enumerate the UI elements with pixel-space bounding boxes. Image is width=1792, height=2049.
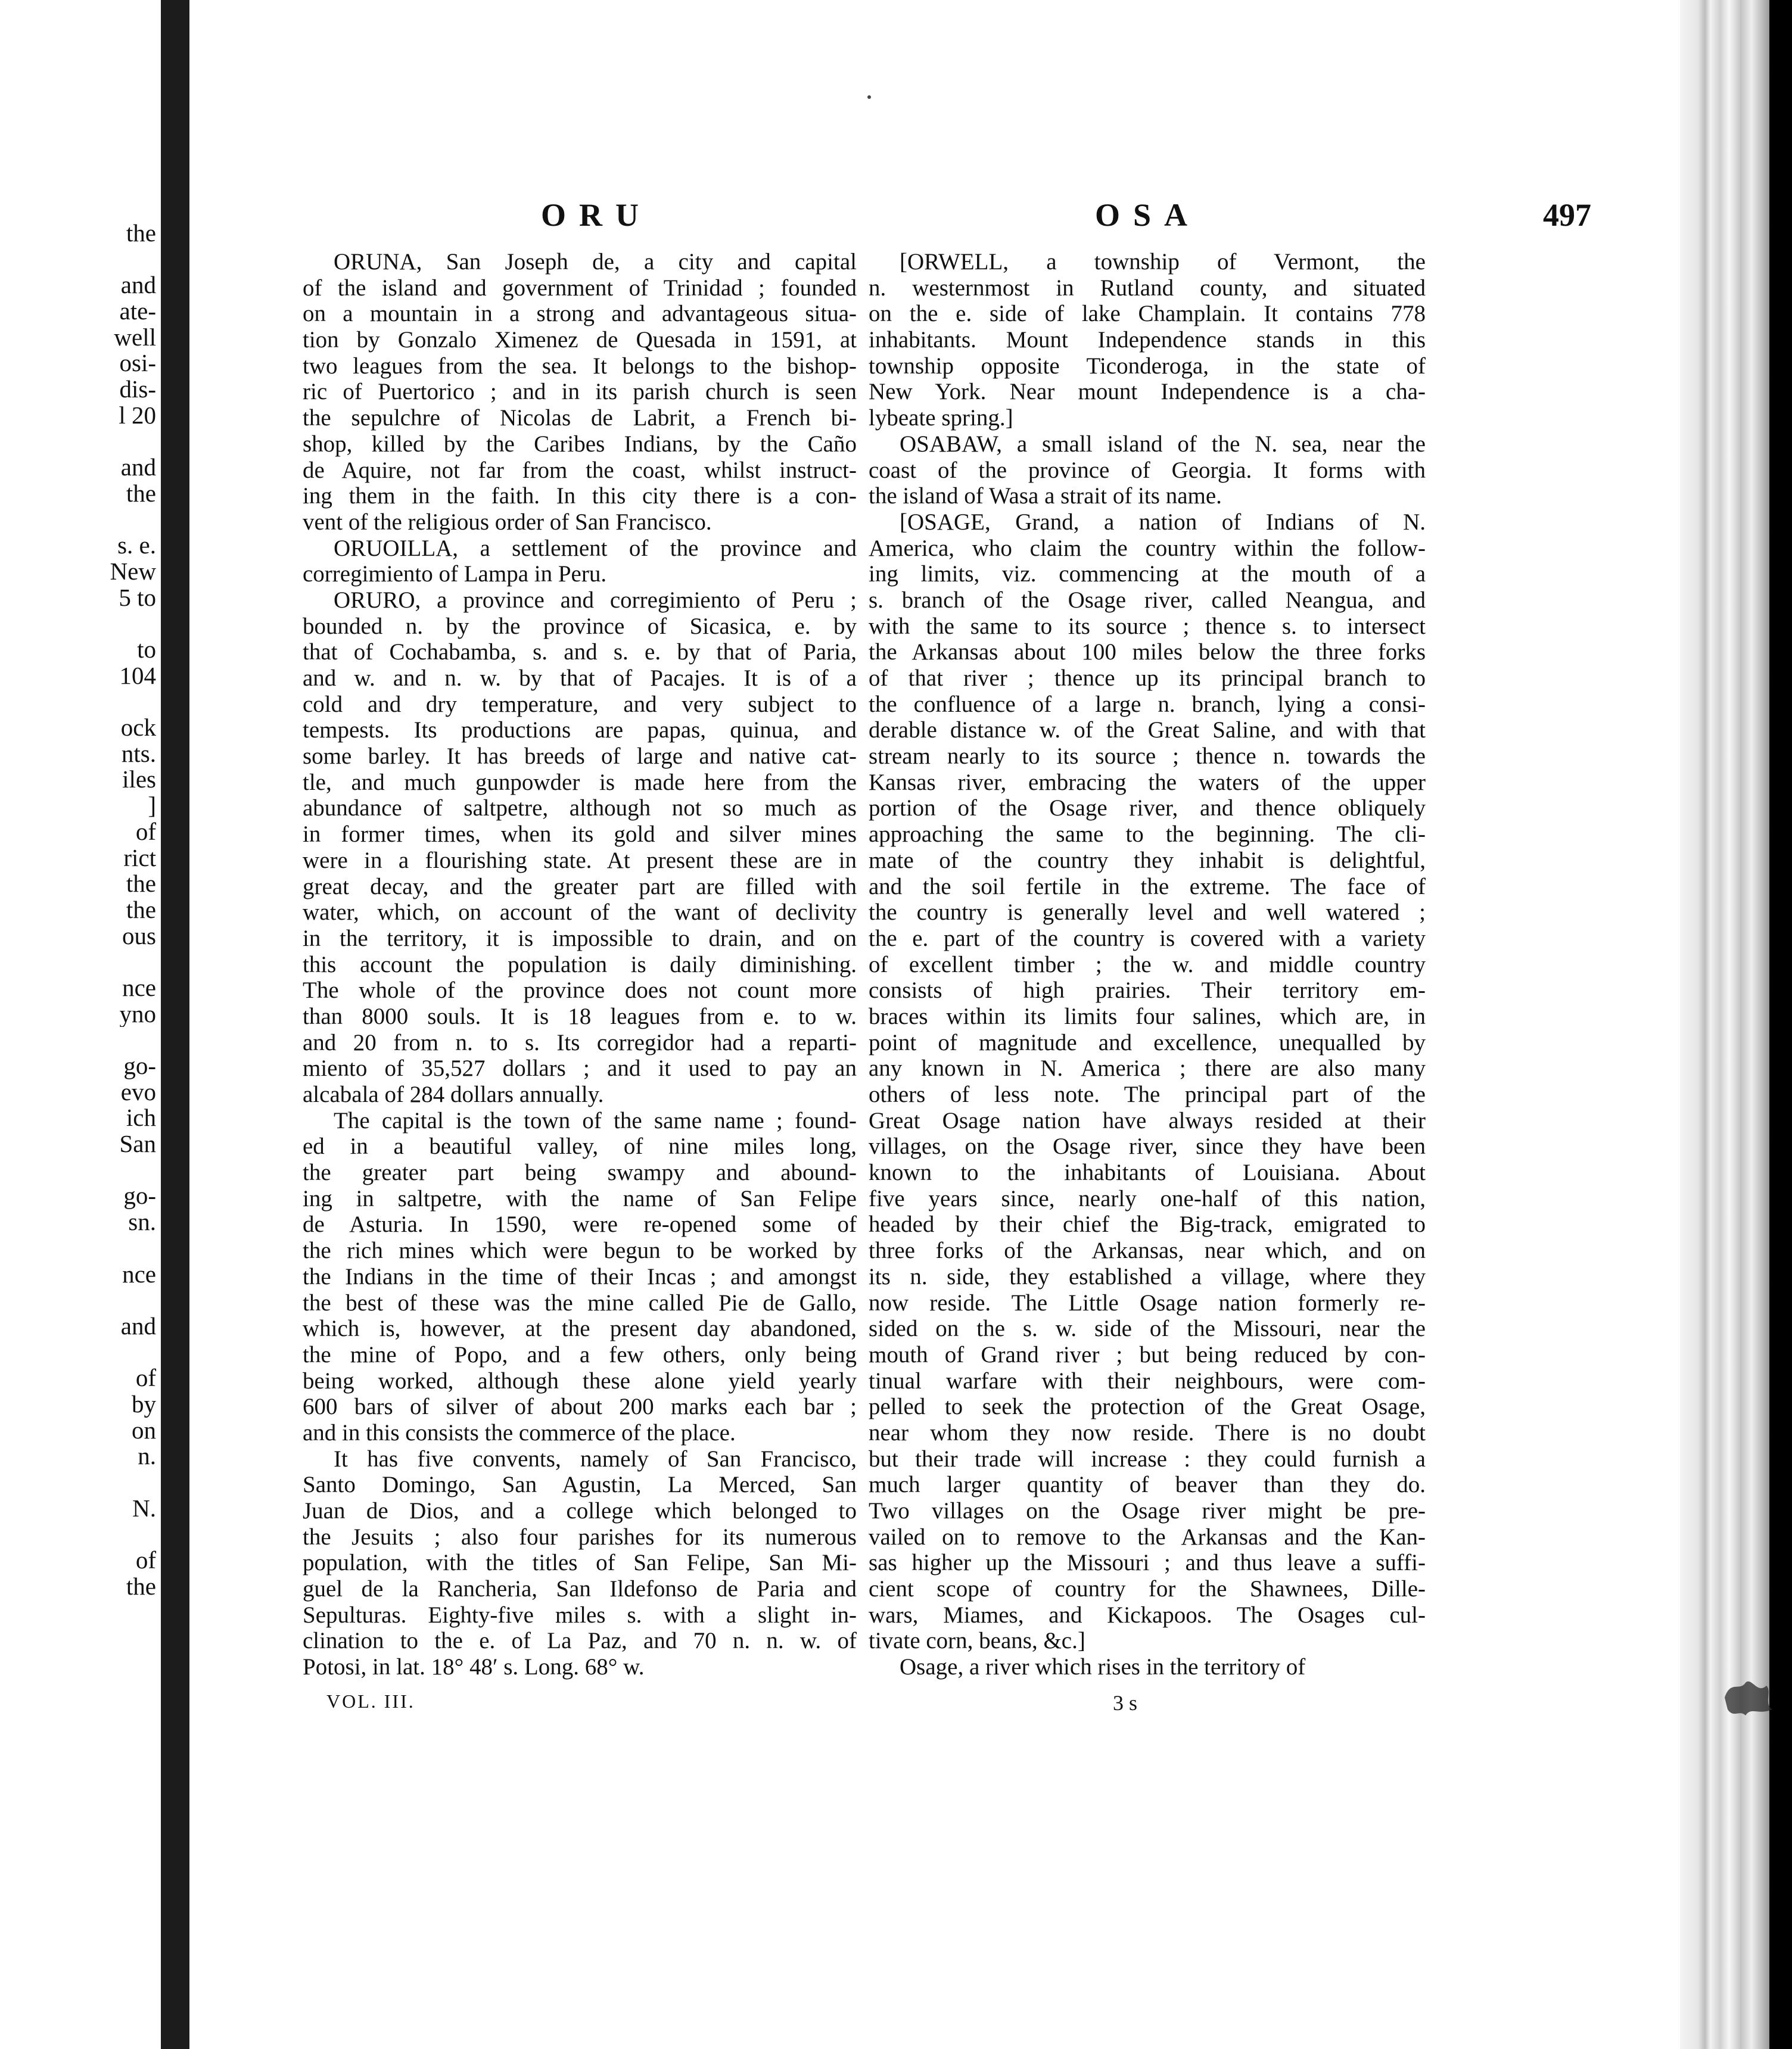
gutter-fragment <box>0 1027 161 1053</box>
text-line: now reside. The Little Osage nation formerly re- <box>869 1290 1426 1316</box>
text-line: much larger quantity of beaver than they do. <box>869 1472 1426 1498</box>
text-line: Juan de Dios, and a college which belonged to <box>303 1498 857 1524</box>
paragraph <box>869 1654 1426 1680</box>
gutter-fragment: the <box>126 871 156 897</box>
gutter-fragment: 5 to <box>119 584 156 611</box>
text-line: It has five convents, namely of San Francisco, <box>334 1446 857 1472</box>
text-line: that of Cochabamba, s. and s. e. by that of Paria, <box>303 639 857 665</box>
page-number: 497 <box>1543 197 1591 233</box>
text-line: Great Osage nation have always resided at their <box>869 1107 1426 1134</box>
gutter-fragment: ock <box>120 715 156 741</box>
text-line: but their trade will increase : they could furnish a <box>869 1446 1426 1472</box>
text-line: the sepulchre of Nicolas de Labrit, a French bi- <box>303 405 857 431</box>
paragraph <box>303 535 857 587</box>
text-line: s. branch of the Osage river, called Neangua, and <box>869 587 1426 613</box>
gutter-fragment: l 20 <box>119 402 156 429</box>
gutter-fragment: the <box>126 896 156 923</box>
text-line: three forks of the Arkansas, near which, and on <box>869 1238 1426 1264</box>
text-line: de Aquire, not far from the coast, whilst instruct- <box>303 457 857 483</box>
gutter-fragment: evo <box>120 1079 156 1106</box>
gutter-fragment: rict <box>123 845 156 871</box>
gutter-fragment: nce <box>122 1261 156 1288</box>
gutter-fragment: sn. <box>128 1209 156 1235</box>
text-line: de Asturia. In 1590, were re-opened some of <box>303 1212 857 1238</box>
text-line: 600 bars of silver of about 200 marks each bar ; <box>303 1394 857 1420</box>
gutter-fragment <box>0 1521 161 1547</box>
text-line: in the territory, it is impossible to drain, and on <box>303 925 857 951</box>
text-line: which is, however, at the present day abandoned, <box>303 1316 857 1342</box>
text-line: known to the inhabitants of Louisiana. About <box>869 1160 1426 1186</box>
text-line: approaching the same to the beginning. The cli- <box>869 821 1426 848</box>
volume-label: VOL. III. <box>326 1690 415 1712</box>
gutter-fragment: on <box>132 1417 156 1444</box>
text-line: New York. Near mount Independence is a cha- <box>869 379 1426 405</box>
gutter-fragment: go- <box>123 1183 156 1210</box>
text-line: point of magnitude and excellence, unequalled by <box>869 1029 1426 1055</box>
text-line: Kansas river, embracing the waters of the upper <box>869 769 1426 795</box>
text-line: Two villages on the Osage river might be pre- <box>869 1498 1426 1524</box>
text-line: shop, killed by the Caribes Indians, by the Caño <box>303 431 857 457</box>
text-line: clination to the e. of La Paz, and 70 n. n. w. of <box>303 1628 857 1654</box>
text-line: headed by their chief the Big-track, emigrated to <box>869 1212 1426 1238</box>
header-left-catchword: ORU <box>541 197 652 233</box>
text-line: mate of the country they inhabit is delightful, <box>869 847 1426 873</box>
gutter-fragment: iles <box>122 767 156 793</box>
text-line: being worked, although these alone yield yearly <box>303 1368 857 1394</box>
text-line: abundance of saltpetre, although not so much as <box>303 795 857 821</box>
text-line: ORUOILLA, a settlement of the province and <box>334 535 857 561</box>
gutter-fragment <box>0 1340 161 1366</box>
text-line: tempests. Its productions are papas, quinua, and <box>303 717 857 743</box>
gutter-fragment: nts. <box>121 740 156 767</box>
gutter-fragment: the <box>126 480 156 507</box>
text-line: n. westernmost in Rutland county, and situated <box>869 275 1426 301</box>
text-line: with the same to its source ; thence s. to intersect <box>869 613 1426 639</box>
gutter-fragment: ] <box>148 793 156 819</box>
gutter-fragment <box>0 1287 161 1313</box>
text-line: were in a flourishing state. At present these are in <box>303 847 857 873</box>
gutter-fragment: ate- <box>119 298 156 325</box>
gutter-fragment <box>0 949 161 975</box>
text-line: [OSAGE, Grand, a nation of Indians of N. <box>900 509 1426 535</box>
text-line: population, with the titles of San Felipe, San Mi- <box>303 1550 857 1576</box>
text-line: on the e. side of lake Champlain. It contains 778 <box>869 301 1426 327</box>
text-line: sided on the s. w. side of the Missouri, near the <box>869 1316 1426 1342</box>
text-line: and w. and n. w. by that of Pacajes. It is of a <box>303 665 857 691</box>
paragraph <box>869 431 1426 509</box>
text-line: villages, on the Osage river, since they have been <box>869 1134 1426 1160</box>
gutter-fragment: and <box>120 1313 156 1340</box>
gutter-fragment: N. <box>132 1495 156 1522</box>
gutter-fragment: s. e. <box>117 533 156 559</box>
text-line: near whom they now reside. There is no doubt <box>869 1419 1426 1446</box>
text-line: tivate corn, beans, &c.] <box>869 1628 1085 1654</box>
text-line: vent of the religious order of San Francisco. <box>303 509 712 535</box>
text-line: the island of Wasa a strait of its name. <box>869 483 1222 509</box>
running-header <box>189 197 1691 244</box>
text-line: township opposite Ticonderoga, in the state of <box>869 353 1426 379</box>
gutter-fragment <box>0 611 161 637</box>
gutter-fragment <box>0 429 161 455</box>
text-line: the country is generally level and well watered ; <box>869 899 1426 926</box>
text-line: The whole of the province does not count more <box>303 977 857 1004</box>
text-line: consists of high prairies. Their territory em- <box>869 977 1426 1004</box>
text-line: of excellent timber ; the w. and middle country <box>869 951 1426 977</box>
gutter-fragment: of <box>135 818 156 845</box>
facing-page-text-fragments <box>0 220 161 1599</box>
text-line: portion of the Osage river, and thence obliquely <box>869 795 1426 821</box>
text-line: The capital is the town of the same name ; found- <box>334 1107 857 1134</box>
gutter-fragment <box>0 1157 161 1184</box>
text-line: the Indians in the time of their Incas ; and amongst <box>303 1263 857 1290</box>
text-line: some barley. It has breeds of large and native cat- <box>303 743 857 770</box>
book-gutter <box>161 0 189 2049</box>
gutter-fragment: go- <box>123 1053 156 1079</box>
text-line: cient scope of country for the Shawnees, Dille- <box>869 1576 1426 1602</box>
gutter-fragment: of <box>135 1365 156 1391</box>
text-line: water, which, on account of the want of declivity <box>303 899 857 926</box>
page-fore-edge <box>1680 0 1769 2049</box>
paragraph <box>303 1446 857 1680</box>
text-line: ed in a beautiful valley, of nine miles long, <box>303 1134 857 1160</box>
header-right-catchword: OSA <box>1095 197 1201 233</box>
text-line: pelled to seek the protection of the Great Osage, <box>869 1394 1426 1420</box>
gutter-fragment: San <box>119 1131 156 1157</box>
gutter-fragment: to <box>137 637 156 663</box>
text-line: the e. part of the country is covered with a variety <box>869 925 1426 951</box>
text-line: cold and dry temperature, and very subject to <box>303 691 857 717</box>
text-line: guel de la Rancheria, San Ildefonso de Paria and <box>303 1576 857 1602</box>
gutter-fragment: osi- <box>119 350 156 377</box>
text-line: braces within its limits four salines, which are, in <box>869 1003 1426 1029</box>
text-line: coast of the province of Georgia. It forms with <box>869 457 1426 483</box>
text-line: its n. side, they established a village, where they <box>869 1263 1426 1290</box>
gutter-fragment: the <box>126 1573 156 1600</box>
paragraph <box>303 249 857 535</box>
text-line: and 20 from n. to s. Its corregidor had a reparti- <box>303 1029 857 1055</box>
gutter-fragment: dis- <box>119 376 156 403</box>
text-line: stream nearly to its source ; thence n. towards the <box>869 743 1426 770</box>
text-line: tion by Gonzalo Ximenez de Quesada in 1591, at <box>303 327 857 353</box>
gutter-fragment: ich <box>126 1105 156 1132</box>
text-line: ing them in the faith. In this city there is a con- <box>303 483 857 509</box>
text-line: two leagues from the sea. It belongs to the bishop- <box>303 353 857 379</box>
facing-page-edge <box>0 0 161 2049</box>
gutter-fragment <box>0 689 161 715</box>
text-line: this account the population is daily diminishing. <box>303 951 857 977</box>
text-line: America, who claim the country within the follow- <box>869 535 1426 561</box>
text-line: the confluence of a large n. branch, lying a consi- <box>869 691 1426 717</box>
text-line: ORUNA, San Joseph de, a city and capital <box>334 249 857 275</box>
text-line: corregimiento of Lampa in Peru. <box>303 561 607 587</box>
gutter-fragment <box>0 1235 161 1262</box>
text-line: Sepulturas. Eighty-five miles s. with a slight in- <box>303 1602 857 1628</box>
text-line: others of less note. The principal part of the <box>869 1082 1426 1107</box>
gutter-fragment: 104 <box>119 662 156 689</box>
text-line: than 8000 souls. It is 18 leagues from e. to w. <box>303 1003 857 1029</box>
text-line: alcabala of 284 dollars annually. <box>303 1082 604 1107</box>
gutter-fragment <box>0 247 161 273</box>
gutter-fragment <box>0 1469 161 1496</box>
text-line: Osage, a river which rises in the territory of <box>900 1654 1306 1680</box>
text-line: ing in saltpetre, with the name of San Felipe <box>303 1185 857 1212</box>
paragraph <box>869 249 1426 431</box>
text-line: mouth of Grand river ; but being reduced by con- <box>869 1341 1426 1368</box>
gutter-fragment: well <box>114 324 156 351</box>
gutter-fragment: and <box>120 272 156 299</box>
text-line: the best of these was the mine called Pie de Gallo, <box>303 1290 857 1316</box>
text-line: tinual warfare with their neighbours, were com- <box>869 1368 1426 1394</box>
text-line: on a mountain in a strong and advantageous situa- <box>303 301 857 327</box>
gutter-fragment: n. <box>138 1443 156 1469</box>
text-line: sas higher up the Missouri ; and thus leave a suffi- <box>869 1550 1426 1576</box>
paragraph <box>303 1108 857 1446</box>
text-line: five years since, nearly one-half of this nation, <box>869 1185 1426 1212</box>
text-line: lybeate spring.] <box>869 405 1013 431</box>
signature-mark: 3 s <box>1113 1691 1138 1715</box>
text-line: OSABAW, a small island of the N. sea, near the <box>900 431 1426 457</box>
text-line: tle, and much gunpowder is made here from the <box>303 769 857 795</box>
gutter-fragment: nce <box>122 974 156 1001</box>
text-line: Potosi, in lat. 18° 48′ s. Long. 68° w. <box>303 1654 645 1680</box>
gutter-fragment: yno <box>119 1001 156 1027</box>
page-speck <box>867 95 871 99</box>
text-line: the mine of Popo, and a few others, only being <box>303 1341 857 1368</box>
text-line: vailed on to remove to the Arkansas and the Kan- <box>869 1524 1426 1550</box>
right-text-column <box>869 249 1426 1680</box>
text-line: inhabitants. Mount Independence stands in this <box>869 327 1426 353</box>
text-line: the Arkansas about 100 miles below the three forks <box>869 639 1426 665</box>
text-line: and in this consists the commerce of the place. <box>303 1419 736 1446</box>
gutter-fragment: the <box>126 220 156 247</box>
gutter-fragment: by <box>132 1391 156 1418</box>
gutter-fragment: of <box>135 1547 156 1574</box>
text-line: ing limits, viz. commencing at the mouth of a <box>869 561 1426 587</box>
text-line: [ORWELL, a township of Vermont, the <box>900 249 1426 275</box>
gutter-fragment <box>0 507 161 533</box>
gutter-fragment: ous <box>122 923 156 949</box>
text-line: the Jesuits ; also four parishes for its numerous <box>303 1524 857 1550</box>
paragraph <box>869 509 1426 1654</box>
text-line: ric of Puertorico ; and in its parish church is seen <box>303 379 857 405</box>
gutter-fragment: and <box>120 454 156 481</box>
text-line: and the soil fertile in the extreme. The face of <box>869 873 1426 899</box>
text-line: the greater part being swampy and abound- <box>303 1160 857 1186</box>
text-line: derable distance w. of the Great Saline, and with that <box>869 717 1426 743</box>
gutter-fragment: New <box>110 558 156 585</box>
edge-ink-blot <box>1722 1674 1775 1721</box>
text-line: wars, Miames, and Kickapoos. The Osages cul- <box>869 1602 1426 1628</box>
text-line: any known in N. America ; there are also many <box>869 1055 1426 1082</box>
text-line: ORURO, a province and corregimiento of Peru ; <box>334 587 857 613</box>
left-text-column <box>303 249 857 1680</box>
text-line: Santo Domingo, San Agustin, La Merced, San <box>303 1472 857 1498</box>
paragraph <box>303 587 857 1108</box>
text-line: bounded n. by the province of Sicasica, e. by <box>303 613 857 639</box>
text-line: miento of 35,527 dollars ; and it used to pay an <box>303 1055 857 1082</box>
text-line: great decay, and the greater part are filled with <box>303 873 857 899</box>
text-line: of that river ; thence up its principal branch to <box>869 665 1426 691</box>
text-line: in former times, when its gold and silver mines <box>303 821 857 848</box>
book-page <box>189 0 1691 2049</box>
text-line: of the island and government of Trinidad ; founded <box>303 275 857 301</box>
text-line: the rich mines which were begun to be worked by <box>303 1238 857 1264</box>
